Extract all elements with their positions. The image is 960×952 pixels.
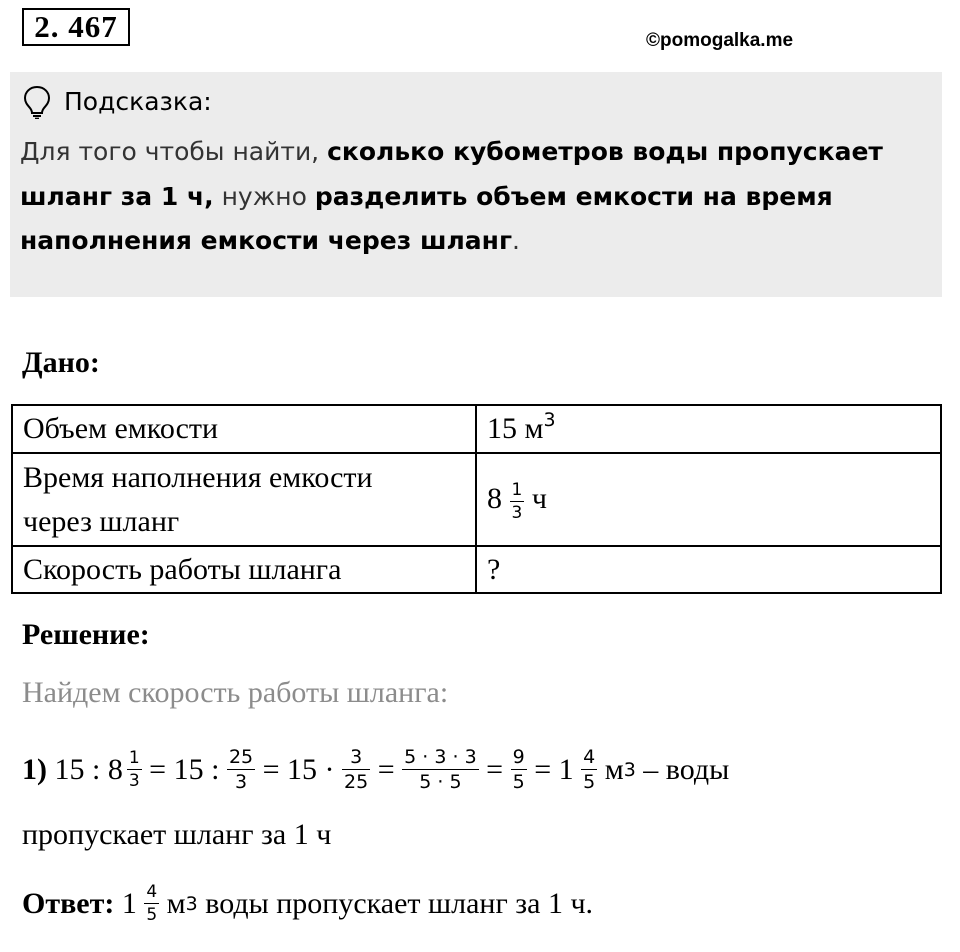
fraction: $\frac{4}{5}$ bbox=[146, 882, 158, 925]
fraction: $\frac{3}{25}$ bbox=[344, 746, 369, 793]
answer-label: Ответ: bbox=[22, 887, 115, 920]
table-row bbox=[12, 546, 941, 593]
table-cell: 15 $м^3$ bbox=[476, 405, 941, 453]
table-cell: 8 $\frac{1}{3}$ ч bbox=[476, 453, 941, 546]
given-table bbox=[11, 404, 942, 594]
fraction: $\frac{1}{3}$ bbox=[511, 479, 523, 523]
solution-step-1: 1) 15 : 8 $\frac{1}{3}$ = 15 : $\frac{25}{3}$ = 15 · $\frac{3}{25}$ = $\frac{5 \cdot 3 \cdot 3}{5 \cdot 5}$ = $\frac{9}{5}$ = 1 $\frac{4}{5}$ м 3 – воды bbox=[22, 746, 730, 793]
fraction: $\frac{5 \cdot 3 \cdot 3}{5 \cdot 5}$ bbox=[404, 746, 477, 793]
solution-heading: Решение: bbox=[22, 618, 150, 651]
solution-step-1-cont: пропускает шланг за 1 ч bbox=[22, 818, 332, 851]
table-row bbox=[12, 453, 941, 546]
hint-title: Подсказка: bbox=[64, 87, 212, 116]
solution-intro: Найдем скорость работы шланга: bbox=[22, 676, 449, 709]
table-cell: Объем емкости bbox=[12, 405, 476, 453]
lightbulb-icon bbox=[22, 85, 52, 119]
given-heading: Дано: bbox=[22, 346, 100, 379]
fraction: $\frac{9}{5}$ bbox=[512, 746, 525, 793]
table-cell: Время наполнения емкости через шланг bbox=[12, 453, 476, 546]
table-row bbox=[12, 405, 941, 453]
watermark: ©pomogalka.me bbox=[646, 30, 794, 51]
answer: Ответ: 1 $\frac{4}{5}$ м 3 воды пропускает шланг за 1 ч. bbox=[22, 882, 594, 925]
problem-number: 2. 467 bbox=[22, 8, 130, 46]
table-cell: Скорость работы шланга bbox=[12, 546, 476, 593]
fraction: $\frac{1}{3}$ bbox=[128, 748, 140, 791]
table-cell: ? bbox=[476, 546, 941, 593]
hint-header bbox=[22, 85, 212, 119]
fraction: $\frac{4}{5}$ bbox=[583, 746, 596, 793]
hint-text: Для того чтобы найти, сколько кубометров воды пропускает шланг за 1 ч, нужно разделить объем емкости на время наполнения емкости через шланг. bbox=[20, 137, 883, 255]
fraction: $\frac{25}{3}$ bbox=[228, 746, 254, 793]
